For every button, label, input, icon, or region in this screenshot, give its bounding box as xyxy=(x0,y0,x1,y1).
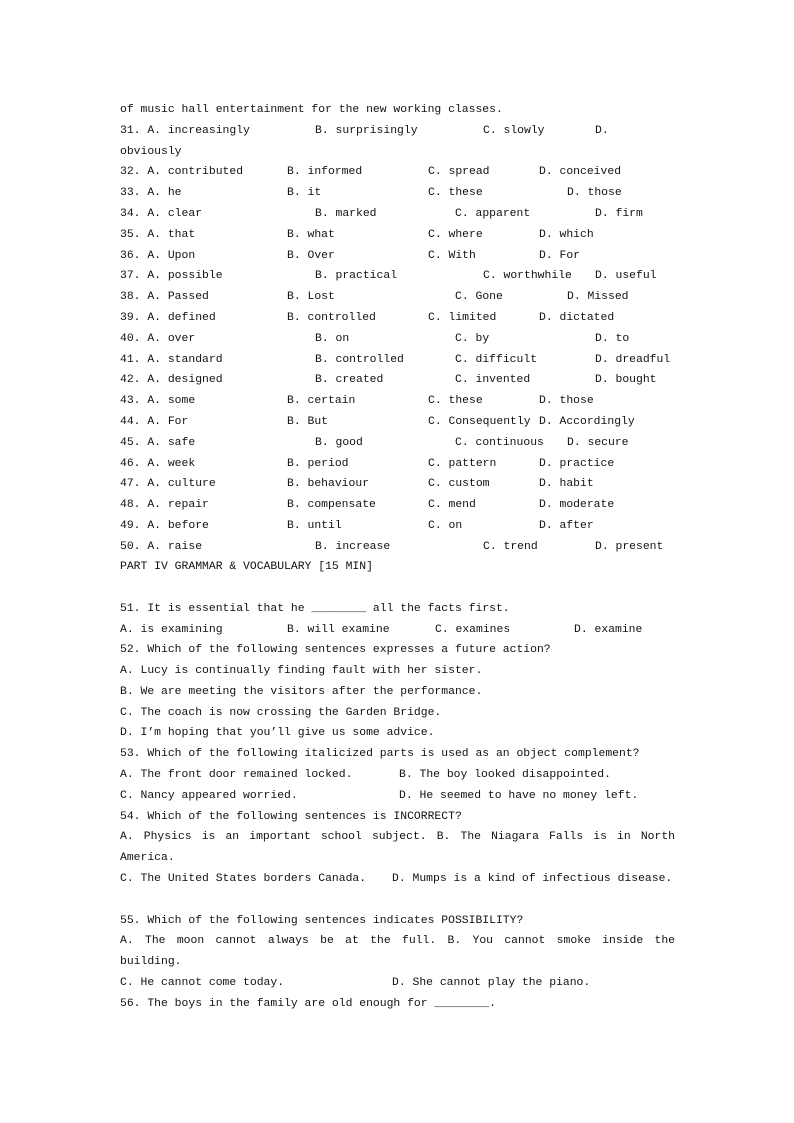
q54-option-c: C. The United States borders Canada. xyxy=(120,873,367,885)
q55-option-c: C. He cannot come today. xyxy=(120,977,285,989)
q51-option-a: A. is examining xyxy=(120,624,223,636)
option-b: B. marked xyxy=(315,208,377,220)
option-d: D. bought xyxy=(595,374,657,387)
q54-stem: 54. Which of the following sentences is INCORRECT? xyxy=(120,811,462,823)
option-d: D. practice xyxy=(539,457,615,470)
q52-option-b: B. We are meeting the visitors after the performance. xyxy=(120,686,483,698)
option-a: 36. A. Upon xyxy=(120,249,196,262)
option-b: B. Lost xyxy=(287,291,335,304)
q55-options-ab: A. The moon cannot always be at the full. B. You cannot smoke inside the xyxy=(120,935,675,947)
option-a: 42. A. designed xyxy=(120,374,223,387)
option-b: B. on xyxy=(315,332,350,345)
option-d: D. after xyxy=(539,520,594,532)
option-c: C. by xyxy=(455,332,490,345)
q53-options-cd xyxy=(120,786,639,806)
option-a: 41. A. standard xyxy=(120,353,223,366)
option-c: C. continuous xyxy=(455,436,544,449)
q52-option-a: A. Lucy is continually finding fault with her sister. xyxy=(120,665,483,677)
q54-options-ab-wrap: America. xyxy=(120,852,175,864)
q55-options-cd xyxy=(120,973,591,993)
option-a: 44. A. For xyxy=(120,416,189,428)
option-a: 37. A. possible xyxy=(120,270,223,283)
option-c: C. limited xyxy=(428,312,497,324)
q51-stem: 51. It is essential that he ________ all the facts first. xyxy=(120,603,510,615)
option-b: B. increase xyxy=(315,540,391,553)
option-d: D. habit xyxy=(539,478,594,491)
q53-options-ab xyxy=(120,765,611,785)
option-d: D. secure xyxy=(567,436,629,449)
option-c: C. Consequently xyxy=(428,416,531,428)
q53-option-c: C. Nancy appeared worried. xyxy=(120,790,298,802)
option-a: 49. A. before xyxy=(120,520,209,532)
option-c: C. With xyxy=(428,249,476,262)
q56-stem: 56. The boys in the family are old enough for ________. xyxy=(120,998,496,1010)
option-a: 39. A. defined xyxy=(120,312,216,324)
q55-options-ab-wrap: building. xyxy=(120,956,182,968)
q52-stem: 52. Which of the following sentences expresses a future action? xyxy=(120,644,551,656)
option-c: C. these xyxy=(428,187,483,200)
option-c: C. mend xyxy=(428,499,476,512)
q51-option-c: C. examines xyxy=(435,624,511,636)
option-c: C. spread xyxy=(428,166,490,179)
option-b: B. created xyxy=(315,374,384,387)
q55-stem: 55. Which of the following sentences indicates POSSIBILITY? xyxy=(120,915,524,927)
q51-options xyxy=(120,620,643,640)
q51-option-d: D. examine xyxy=(574,624,643,636)
option-b: B. certain xyxy=(287,395,356,408)
option-a: 46. A. week xyxy=(120,457,196,470)
q54-options-cd xyxy=(120,869,673,889)
option-b: B. what xyxy=(287,228,335,241)
option-d: D. present xyxy=(595,540,664,553)
q52-option-d: D. I’m hoping that you’ll give us some advice. xyxy=(120,727,435,739)
part-heading: PART IV GRAMMAR & VOCABULARY [15 MIN] xyxy=(120,561,373,573)
option-d: D. those xyxy=(567,187,622,200)
option-d: D. Accordingly xyxy=(539,416,635,428)
option-d-wrap: obviously xyxy=(120,145,182,158)
option-b: B. it xyxy=(287,187,322,200)
option-d: D. conceived xyxy=(539,166,622,179)
option-d: D. For xyxy=(539,249,581,262)
q53-option-a: A. The front door remained locked. xyxy=(120,769,353,781)
option-b: B. informed xyxy=(287,166,363,179)
option-c: C. on xyxy=(428,520,463,532)
option-b: B. controlled xyxy=(287,312,376,324)
option-a: 31. A. increasingly xyxy=(120,124,250,137)
option-d: D. Missed xyxy=(567,291,629,304)
option-d: D. moderate xyxy=(539,499,615,512)
option-b: B. Over xyxy=(287,249,335,262)
option-a: 48. A. repair xyxy=(120,499,209,512)
option-d: D. xyxy=(595,124,609,137)
option-a: 35. A. that xyxy=(120,228,196,241)
option-d: D. dictated xyxy=(539,312,615,324)
option-c: C. difficult xyxy=(455,353,538,366)
q53-option-d: D. He seemed to have no money left. xyxy=(399,790,639,802)
option-b: B. until xyxy=(287,520,342,532)
option-b: B. practical xyxy=(315,270,398,283)
option-a: 38. A. Passed xyxy=(120,291,209,304)
option-a: 50. A. raise xyxy=(120,540,203,553)
option-a: 45. A. safe xyxy=(120,436,196,449)
option-c: C. custom xyxy=(428,478,490,491)
option-c: C. trend xyxy=(483,540,538,553)
q51-option-b: B. will examine xyxy=(287,624,390,636)
q54-options-ab: A. Physics is an important school subject. B. The Niagara Falls is in North xyxy=(120,831,675,843)
q52-option-c: C. The coach is now crossing the Garden Bridge. xyxy=(120,707,442,719)
option-c: C. where xyxy=(428,228,483,241)
option-c: C. pattern xyxy=(428,457,497,470)
option-a: 32. A. contributed xyxy=(120,166,244,179)
q54-option-d: D. Mumps is a kind of infectious disease. xyxy=(392,873,673,885)
option-b: B. good xyxy=(315,436,363,449)
option-b: B. surprisingly xyxy=(315,124,418,137)
option-c: C. these xyxy=(428,395,483,408)
option-a: 43. A. some xyxy=(120,395,196,408)
q55-option-d: D. She cannot play the piano. xyxy=(392,977,591,989)
option-a: 47. A. culture xyxy=(120,478,216,491)
option-a: 33. A. he xyxy=(120,187,182,200)
option-a: 40. A. over xyxy=(120,332,196,345)
option-d: D. to xyxy=(595,332,630,345)
option-c: C. Gone xyxy=(455,291,503,304)
option-b: B. controlled xyxy=(315,353,404,366)
option-b: B. behaviour xyxy=(287,478,370,491)
option-b: B. But xyxy=(287,416,329,428)
option-c: C. worthwhile xyxy=(483,270,572,283)
option-c: C. invented xyxy=(455,374,531,387)
option-d: D. dreadful xyxy=(595,353,671,366)
option-d: D. firm xyxy=(595,208,643,220)
option-b: B. period xyxy=(287,457,349,470)
option-d: D. useful xyxy=(595,270,657,283)
option-b: B. compensate xyxy=(287,499,376,512)
option-c: C. slowly xyxy=(483,124,545,137)
option-a: 34. A. clear xyxy=(120,208,203,220)
option-d: D. those xyxy=(539,395,594,408)
q53-stem: 53. Which of the following italicized parts is used as an object complement? xyxy=(120,748,640,760)
intro-line: of music hall entertainment for the new working classes. xyxy=(120,104,503,116)
option-d: D. which xyxy=(539,228,594,241)
q53-option-b: B. The boy looked disappointed. xyxy=(399,769,611,781)
option-c: C. apparent xyxy=(455,208,531,220)
